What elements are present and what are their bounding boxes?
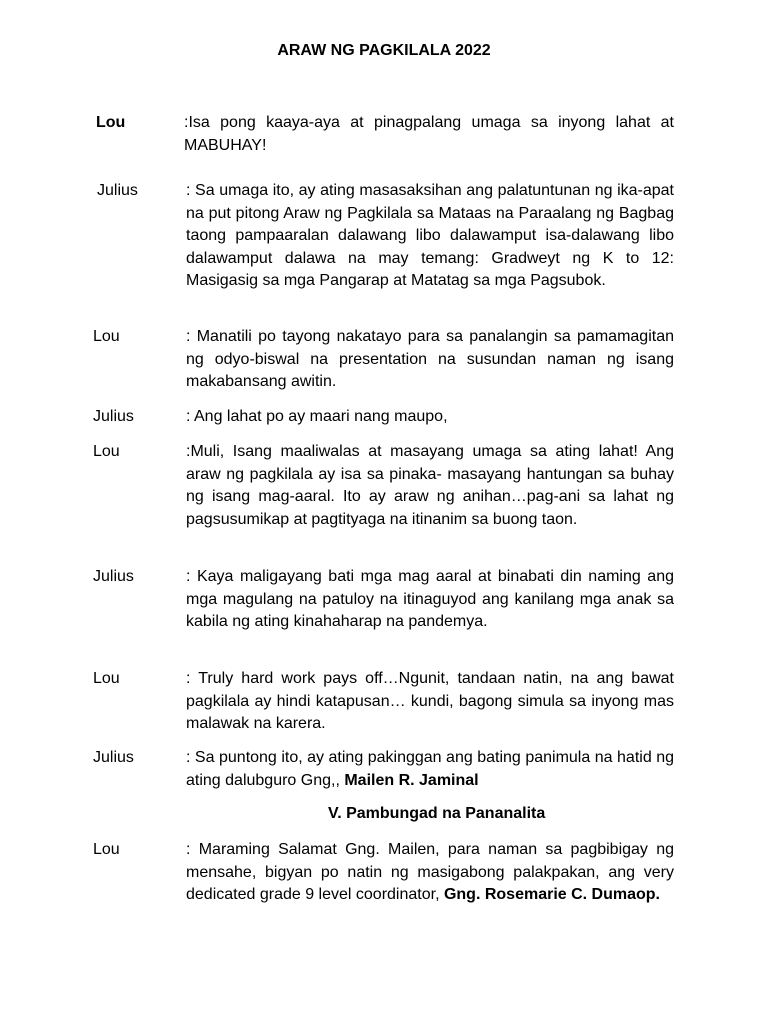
speech-text-bold: Mailen R. Jaminal: [344, 771, 479, 789]
speech-text: : Manatili po tayong nakatayo para sa panalangin sa pamamagitan ng odyo-biswal na presentation na susundan naman ng isang makabansang awitin.: [186, 328, 674, 390]
speech-text: [186, 839, 674, 907]
speech-text: : Kaya maligayang bati mga mag aaral at binabati din naming ang mga magulang na patuloy na itinaguyod ang kanilang mga anak sa kabila ng ating kinahaharap na pandemya.: [186, 568, 674, 630]
speaker-name: Julius: [93, 749, 134, 766]
speech-text: :Isa pong kaaya-aya at pinagpalang umaga sa inyong lahat at MABUHAY!: [184, 114, 674, 154]
speech-text: :Muli, Isang maaliwalas at masayang umaga sa ating lahat! Ang araw ng pagkilala ay isa sa pinaka- masayang hantungan sa buhay ng isang mag-aaral. Ito ay araw ng anihan…pag-ani sa lahat ng pagsusumikap at pagtityaga na itinanim sa buong taon.: [186, 443, 674, 528]
speaker-name: Lou: [93, 841, 120, 858]
section-heading: V. Pambungad na Pananalita: [328, 805, 546, 822]
speech-text-plain: : Sa puntong ito, ay ating pakinggan ang bating panimula na hatid ng ating dalubguro Gng,,: [186, 749, 674, 789]
speaker-name: Lou: [93, 443, 120, 460]
speech-text: : Sa umaga ito, ay ating masasaksihan ang palatuntunan ng ika-apat na put pitong Araw ng Pagkilala sa Mataas na Paraalang ng Bagbag taong pampaaralan dalawang libo dalawamput isa-dalawang libo dalawamput dalawa na may temang: Gradweyt ng K to 12: Masigasig sa mga Pangarap at Matatag sa mga Pagsubok.: [186, 182, 674, 289]
document-title: ARAW NG PAGKILALA 2022: [277, 42, 491, 59]
speech-text: [186, 747, 674, 792]
speech-text: : Ang lahat po ay maari nang maupo,: [186, 408, 448, 425]
speaker-name: Julius: [93, 408, 134, 425]
speaker-name: Lou: [93, 670, 120, 687]
speech-text-plain: : Maraming Salamat Gng. Mailen, para naman sa pagbibigay ng mensahe, bigyan po natin ng masigabong palakpakan, ang very dedicated grade 9 level coordinator,: [186, 841, 674, 903]
speech-text-bold: Gng. Rosemarie C. Dumaop.: [443, 886, 660, 903]
speaker-name: Julius: [93, 568, 134, 585]
speech-text: : Truly hard work pays off…Ngunit, tandaan natin, na ang bawat pagkilala ay hindi katapusan… kundi, bagong simula sa inyong mas malawak na karera.: [186, 670, 674, 732]
speaker-name: Julius: [97, 182, 138, 199]
speaker-name: Lou: [93, 328, 120, 345]
speaker-name: Lou: [96, 114, 126, 131]
